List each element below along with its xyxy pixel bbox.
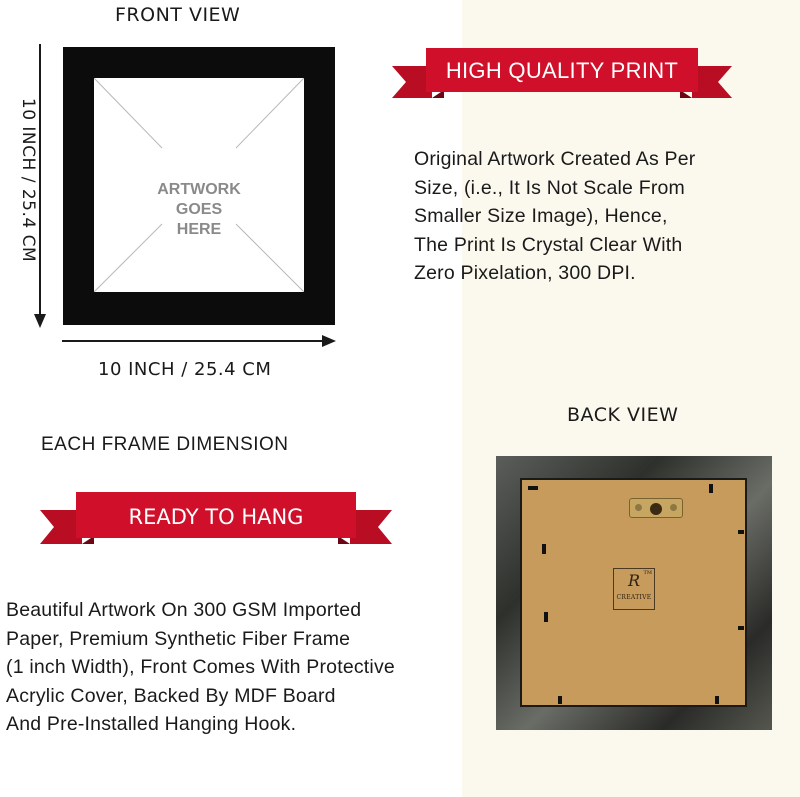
description-line: (1 inch Width), Front Comes With Protective bbox=[6, 656, 395, 678]
ribbon-label: READY TO HANG bbox=[128, 505, 304, 529]
high-quality-description bbox=[414, 145, 695, 288]
creative-logo bbox=[613, 568, 655, 610]
retaining-clip bbox=[544, 612, 548, 622]
each-frame-dimension-caption: EACH FRAME DIMENSION bbox=[41, 434, 289, 455]
description-line: The Print Is Crystal Clear With bbox=[414, 233, 683, 256]
high-quality-print-ribbon bbox=[392, 44, 732, 102]
back-frame bbox=[496, 456, 772, 730]
retaining-clip bbox=[558, 696, 562, 704]
logo-trademark: TM bbox=[643, 570, 652, 576]
ready-to-hang-description bbox=[6, 596, 395, 739]
front-view-title: FRONT VIEW bbox=[115, 4, 241, 26]
logo-monogram: R bbox=[627, 571, 641, 590]
width-dimension-label: 10 INCH / 25.4 CM bbox=[98, 359, 272, 380]
front-frame bbox=[63, 47, 335, 325]
placeholder-line: ARTWORK bbox=[157, 181, 241, 198]
description-line: And Pre-Installed Hanging Hook. bbox=[6, 713, 297, 735]
description-line: Original Artwork Created As Per bbox=[414, 148, 696, 170]
height-dimension-label: 10 INCH / 25.4 CM bbox=[18, 97, 38, 263]
back-view-title: BACK VIEW bbox=[567, 404, 679, 426]
description-line: Smaller Size Image), Hence, bbox=[414, 205, 668, 227]
description-line: Paper, Premium Synthetic Fiber Frame bbox=[6, 627, 351, 650]
hanging-hook bbox=[629, 498, 683, 518]
placeholder-line: HERE bbox=[176, 221, 222, 238]
retaining-clip bbox=[709, 484, 713, 493]
logo-wordmark: CREATIVE bbox=[616, 594, 652, 601]
ribbon-label: HIGH QUALITY PRINT bbox=[445, 58, 679, 83]
hook-knob bbox=[650, 503, 662, 515]
placeholder-line: GOES bbox=[175, 201, 223, 218]
description-line: Beautiful Artwork On 300 GSM Imported bbox=[6, 599, 362, 621]
artwork-goes-here-text bbox=[94, 180, 304, 240]
description-line: Size, (i.e., It Is Not Scale From bbox=[414, 176, 686, 199]
retaining-clip bbox=[738, 530, 744, 534]
description-line: Acrylic Cover, Backed By MDF Board bbox=[6, 684, 336, 707]
description-line: Zero Pixelation, 300 DPI. bbox=[414, 262, 636, 284]
mdf-backing-board bbox=[520, 478, 747, 707]
retaining-clip bbox=[715, 696, 719, 704]
retaining-clip bbox=[738, 626, 744, 630]
artwork-placeholder bbox=[94, 78, 304, 292]
retaining-clip bbox=[542, 544, 546, 554]
retaining-clip bbox=[528, 486, 538, 490]
ready-to-hang-ribbon bbox=[40, 488, 392, 548]
width-arrow bbox=[62, 333, 338, 349]
